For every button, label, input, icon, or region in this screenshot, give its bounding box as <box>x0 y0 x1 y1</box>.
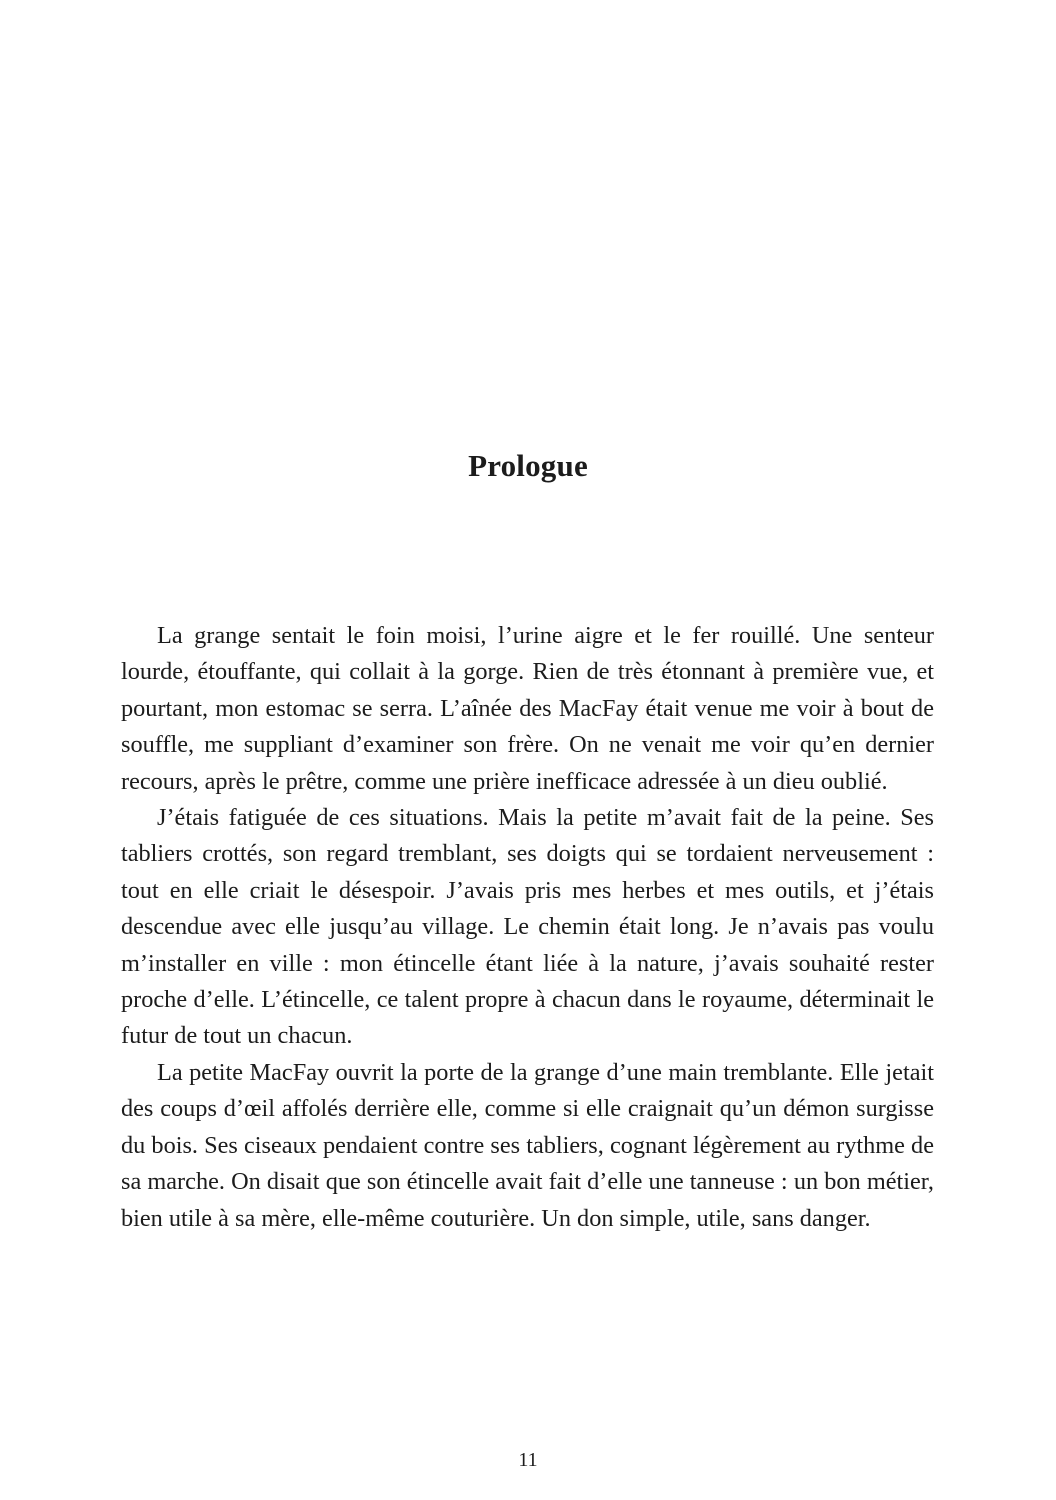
paragraph-1: La grange sentait le foin moisi, l’urine aigre et le fer rouillé. Une senteur lourde, étouffante, qui collait à la gorge. Rien de très étonnant à première vue, et pourtant, mon estomac se serra. L’aînée des MacFay était venue me voir à bout de souffle, me suppliant d’examiner son frère. On ne venait me voir qu’en dernier recours, après le prêtre, comme une prière inefficace adressée à un dieu oublié. <box>121 622 934 795</box>
chapter-title: Prologue <box>468 448 588 483</box>
paragraph-3: La petite MacFay ouvrit la porte de la grange d’une main tremblante. Elle jetait des coups d’œil affolés derrière elle, comme si elle craignait qu’un démon surgisse du bois. Ses ciseaux pendaient contre ses tabliers, cognant légèrement au rythme de sa marche. On disait que son étincelle avait fait d’elle une tanneuse : un bon métier, bien utile à sa mère, elle-même couturière. Un don simple, utile, sans danger. <box>121 1058 934 1232</box>
body-text <box>121 618 934 1237</box>
page-number: 11 <box>518 1449 538 1471</box>
paragraph-2: J’étais fatiguée de ces situations. Mais la petite m’avait fait de la peine. Ses tabliers crottés, son regard tremblant, ses doigts qui se tordaient nerveusement : tout en elle criait le désespoir. J’avais pris mes herbes et mes outils, et j’étais descendue avec elle jusqu’au village. Le chemin était long. Je n’avais pas voulu m’installer en ville : mon étincelle étant liée à la nature, j’avais souhaité rester proche d’elle. L’étincelle, ce talent propre à chacun dans le royaume, déterminait le futur de tout un chacun. <box>121 804 934 1050</box>
